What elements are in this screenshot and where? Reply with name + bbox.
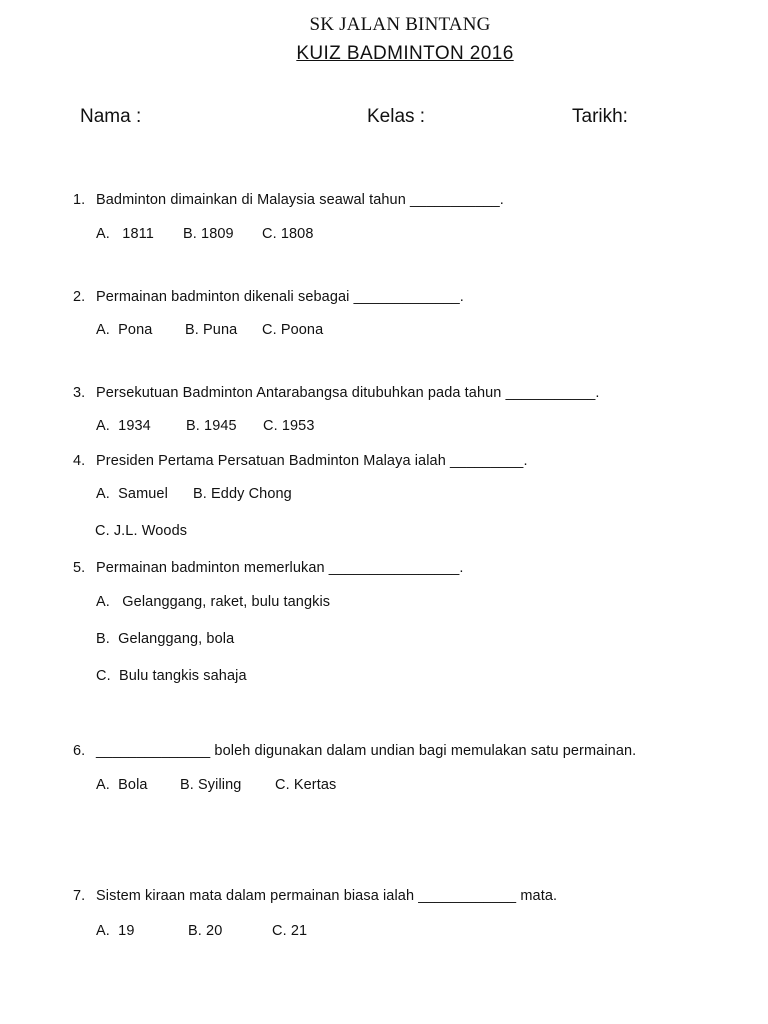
option-a: A. 1811 (96, 226, 154, 242)
option-b: B. Puna (185, 322, 238, 338)
option-a: A. Bola (96, 777, 148, 793)
question-text: Permainan badminton memerlukan ________________. (96, 560, 464, 576)
question-text: Badminton dimainkan di Malaysia seawal tahun ___________. (96, 192, 504, 208)
option-b: B. Gelanggang, bola (96, 631, 235, 647)
question-number: 1. (73, 192, 86, 208)
question-number: 6. (73, 743, 86, 759)
option-b: B. 1945 (186, 418, 237, 434)
option-b: B. Eddy Chong (193, 486, 292, 502)
question-number: 4. (73, 453, 86, 469)
question-number: 7. (73, 888, 86, 904)
option-a: A. Samuel (96, 486, 168, 502)
option-a: A. Pona (96, 322, 153, 338)
option-c: C. J.L. Woods (95, 523, 188, 539)
option-a: A. 1934 (96, 418, 151, 434)
question-text: Permainan badminton dikenali sebagai _____________. (96, 289, 464, 305)
option-c: C. Poona (262, 322, 324, 338)
field-nama-label: Nama : (80, 106, 142, 127)
question-number: 2. (73, 289, 86, 305)
option-c: C. Bulu tangkis sahaja (96, 668, 247, 684)
option-c: C. 21 (272, 923, 308, 939)
option-a: A. Gelanggang, raket, bulu tangkis (96, 594, 331, 610)
option-b: B. Syiling (180, 777, 242, 793)
option-b: B. 20 (188, 923, 223, 939)
question-number: 3. (73, 385, 86, 401)
option-c: C. 1953 (263, 418, 315, 434)
question-text: Sistem kiraan mata dalam permainan biasa ialah ____________ mata. (96, 888, 558, 904)
question-text: Presiden Pertama Persatuan Badminton Malaya ialah _________. (96, 453, 528, 469)
option-b: B. 1809 (183, 226, 234, 242)
question-text: ______________ boleh digunakan dalam undian bagi memulakan satu permainan. (96, 743, 637, 759)
question-text: Persekutuan Badminton Antarabangsa ditubuhkan pada tahun ___________. (96, 385, 600, 401)
quiz-title: KUIZ BADMINTON 2016 (296, 43, 514, 64)
option-a: A. 19 (96, 923, 135, 939)
school-name: SK JALAN BINTANG (309, 14, 491, 35)
field-kelas-label: Kelas : (367, 106, 426, 127)
option-c: C. Kertas (275, 777, 337, 793)
option-c: C. 1808 (262, 226, 314, 242)
question-number: 5. (73, 560, 86, 576)
field-tarikh-label: Tarikh: (572, 106, 628, 127)
